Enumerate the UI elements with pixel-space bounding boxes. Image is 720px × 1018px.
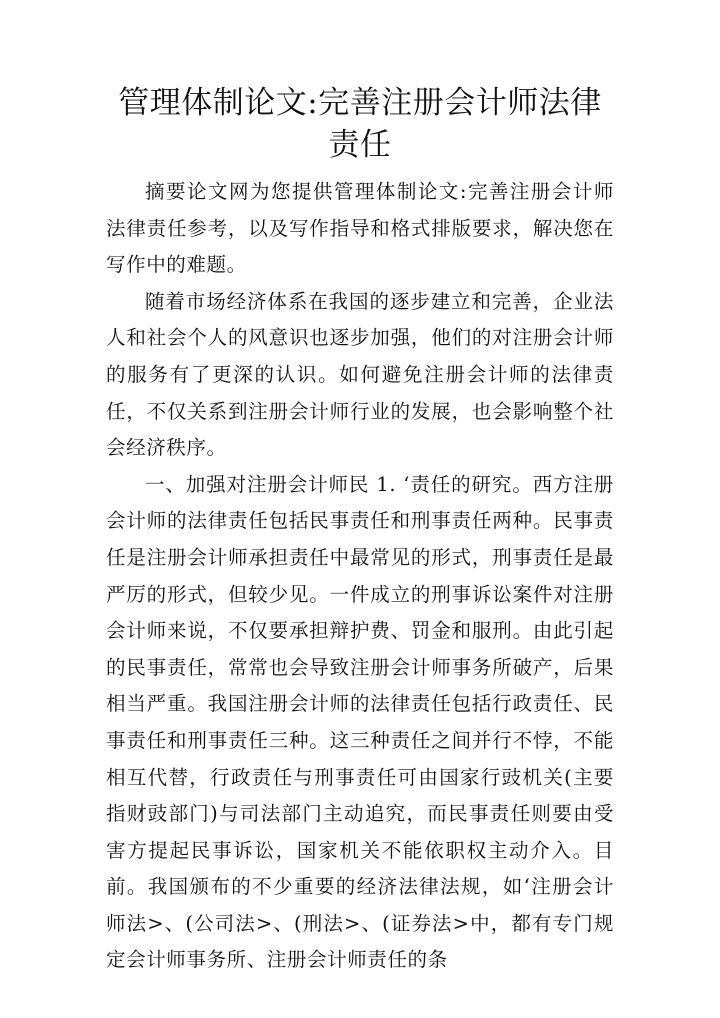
- intro-paragraph: 随着市场经济体系在我国的逐步建立和完善，企业法人和社会个人的风意识也逐步加强，他们的对注册会计师的服务有了更深的认识。如何避免注册会计师的法律责任，不仅关系到注册会计师行业的发展，也会影响整个社会经济秩序。: [106, 289, 614, 460]
- section-one-paragraph: 一、加强对注册会计师民 1. ‘责任的研究。西方注册会计师的法律责任包括民事责任和刑事责任两种。民事责任是注册会计师承担责任中最常见的形式，刑事责任是最严厉的形式，但较少见。一件成立的刑事诉讼案件对注册会计师来说，不仅要承担辩护费、罚金和服刑。由此引起的民事责任，常常也会导致注册会计师事务所破产，后果相当严重。我国注册会计师的法律责任包括行政责任、民事责任和刑事责任三种。这三种责任之间并行不悖，不能相互代替，行政责任与刑事责任可由国家行豉机关(主要指财豉部门)与司法部门主动追究，而民事责任则要由受害方提起民事诉讼，国家机关不能依职权主动介入。目前。我国颁布的不少重要的经济法律法规，如‘注册会计师法>、(公司法>、(刑法>、(证券法>中，都有专门规定会计师事务所、注册会计师责任的条: [106, 472, 614, 972]
- abstract-paragraph: 摘要论文网为您提供管理体制论文:完善注册会计师法律责任参考，以及写作指导和格式排版要求，解决您在写作中的难题。: [106, 180, 614, 277]
- document-title: 管理体制论文:完善注册会计师法律责任: [118, 85, 602, 163]
- document-body: [106, 174, 614, 979]
